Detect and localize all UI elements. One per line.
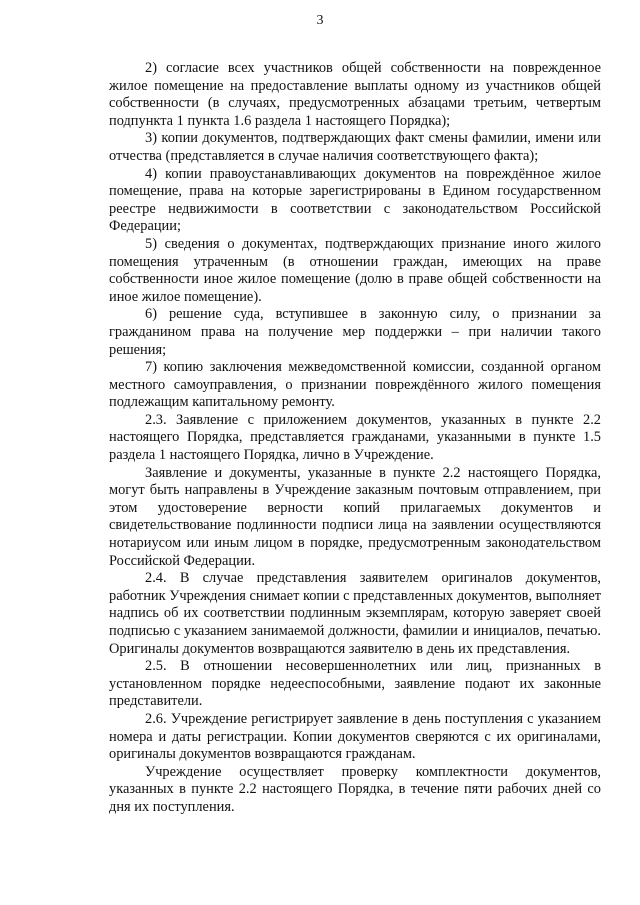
paragraph-2-5: 2.5. В отношении несовершеннолетних или лиц, признанных в установленном порядке недееспособными, заявление подают их законные представители. <box>109 658 601 710</box>
paragraph-2-3-postal: Заявление и документы, указанные в пункте 2.2 настоящего Порядка, могут быть направлены в Учреждение заказным почтовым отправлением, при этом удостоверение верности копий прилагаемых документов и свидетельствование подлинности подписи лица на заявлении осуществляются нотариусом или иным лицом в порядке, предусмотренным законодательством Российской Федерации. <box>109 464 601 569</box>
document-body <box>109 60 601 817</box>
paragraph-item-4: 4) копии правоустанавливающих документов на повреждённое жилое помещение, права на которые зарегистрированы в Едином государственном реестре недвижимости в соответствии с законодательством Российской Федерации; <box>109 165 601 235</box>
page-number: 3 <box>316 13 324 28</box>
paragraph-2-6: 2.6. Учреждение регистрирует заявление в день поступления с указанием номера и даты регистрации. Копии документов сверяются с их оригиналами, оригиналы документов возвращаются гражданам. <box>109 710 601 763</box>
paragraph-2-4: 2.4. В случае представления заявителем оригиналов документов, работник Учреждения снимает копии с представленных документов, выполняет надпись об их соответствии подлинным экземплярам, которую заверяет своей подписью с указанием занимаемой должности, фамилии и инициалов, печатью. Оригиналы документов возвращаются заявителю в день их представления. <box>109 570 601 657</box>
paragraph-item-3: 3) копии документов, подтверждающих факт смены фамилии, имени или отчества (представляется в случае наличия соответствующего факта); <box>109 130 601 164</box>
paragraph-2-3: 2.3. Заявление с приложением документов, указанных в пункте 2.2 настоящего Порядка, представляется гражданами, указанными в пункте 1.5 раздела 1 настоящего Порядка, лично в Учреждение. <box>109 411 601 464</box>
paragraph-item-7: 7) копию заключения межведомственной комиссии, созданной органом местного самоуправления, о признании повреждённого жилого помещения подлежащим капитальному ремонту. <box>109 359 601 411</box>
paragraph-item-6: 6) решение суда, вступившее в законную силу, о признании за гражданином права на получение мер поддержки – при наличии такого решения; <box>109 306 601 358</box>
paragraph-item-5: 5) сведения о документах, подтверждающих признание иного жилого помещения утраченным (в отношении граждан, имеющих на праве собственности иное жилое помещение (долю в праве общей собственности на иное жилое помещение). <box>109 235 601 305</box>
paragraph-2-6-check: Учреждение осуществляет проверку комплектности документов, указанных в пункте 2.2 настоящего Порядка, в течение пяти рабочих дней со дня их поступления. <box>109 763 601 815</box>
paragraph-item-2: 2) согласие всех участников общей собственности на поврежденное жилое помещение на предоставление выплаты одному из участников общей собственности (в случаях, предусмотренных абзацами третьим, четвертым подпункта 1 пункта 1.6 раздела 1 настоящего Порядка); <box>109 60 601 129</box>
